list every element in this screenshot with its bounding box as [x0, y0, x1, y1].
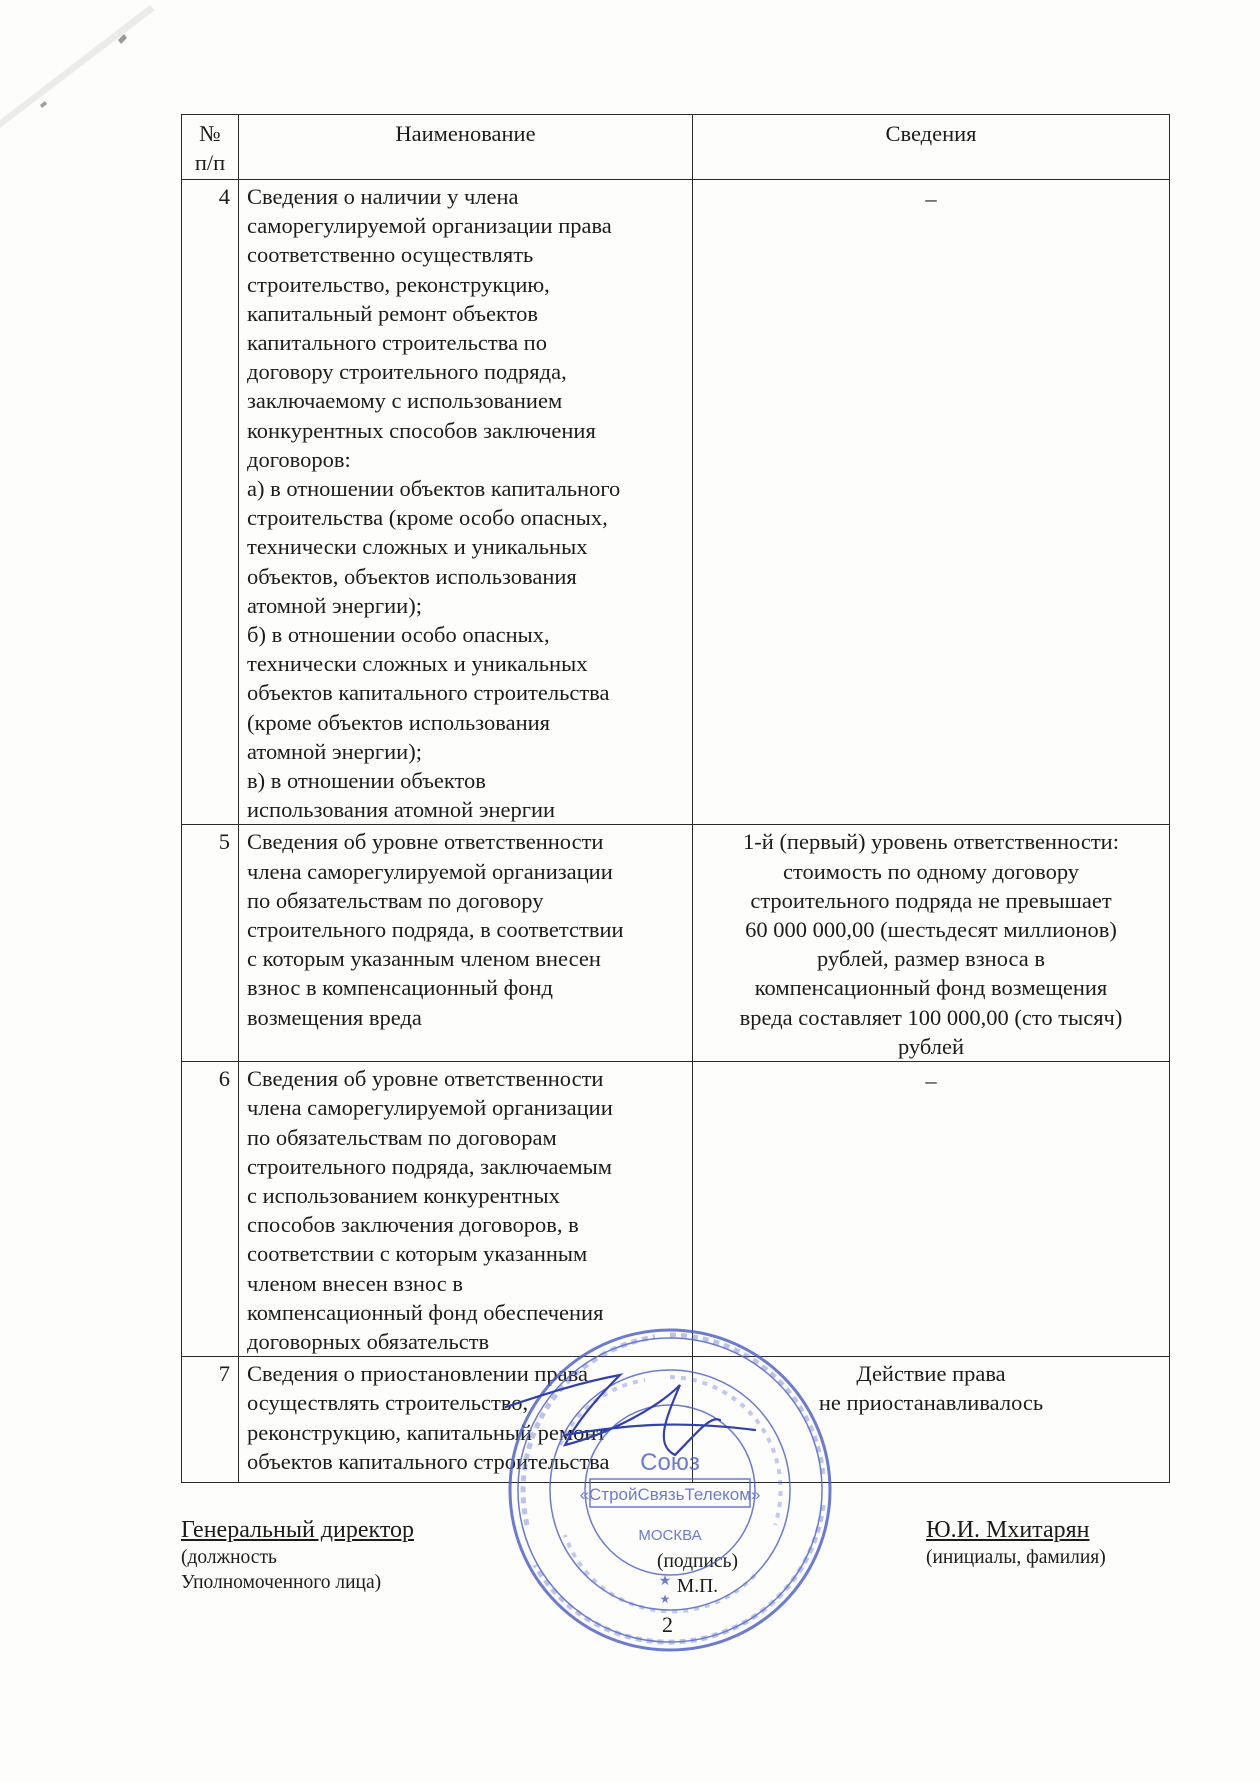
position-caption-2: Уполномоченного лица) — [181, 1572, 382, 1593]
name-line: а) в отношении объектов капитального — [247, 476, 621, 502]
row-info — [693, 180, 1170, 825]
name-line: объектов, объектов использования — [247, 563, 577, 589]
name-line: заключаемому с использованием — [247, 388, 563, 414]
signatory-name-block — [926, 1515, 1106, 1570]
name-line: Сведения о наличии у члена — [247, 184, 519, 209]
header-name: Наименование — [239, 115, 693, 180]
row-name — [239, 1357, 693, 1483]
register-table — [181, 114, 1170, 1483]
signature-caption-block — [657, 1549, 738, 1599]
name-line: взнос в компенсационный фонд — [247, 975, 553, 1001]
row-number: 5 — [182, 825, 239, 1062]
row-info — [693, 1357, 1170, 1483]
name-line: по обязательствам по договору — [247, 887, 544, 913]
name-caption: (инициалы, фамилия) — [926, 1547, 1106, 1568]
name-line: в) в отношении объектов — [247, 768, 486, 794]
name-line: объектов капитального строительства — [247, 680, 610, 706]
info-line: Действие права — [856, 1361, 1006, 1387]
name-line: Сведения об уровне ответственности — [247, 829, 604, 855]
position-caption: (должность — [181, 1547, 277, 1568]
name-line: соответственно осуществлять — [247, 242, 534, 268]
name-line: с которым указанным членом внесен — [247, 946, 601, 972]
name-line: члена саморегулируемой организации — [247, 858, 613, 884]
table-header-row — [182, 115, 1170, 180]
name-line: Сведения об уровне ответственности — [247, 1066, 604, 1092]
name-line: компенсационный фонд обеспечения — [247, 1299, 604, 1325]
header-num: № п/п — [182, 115, 239, 180]
svg-text:★: ★ — [658, 1574, 672, 1589]
info-line: рублей — [897, 1033, 965, 1059]
row-number: 6 — [182, 1062, 239, 1357]
info-line: не приостанавливалось — [818, 1390, 1044, 1416]
info-line: 60 000 000,00 (шестьдесят миллионов) — [745, 917, 1117, 943]
info-line: рублей, размер взноса в — [816, 946, 1046, 972]
name-line: саморегулируемой организации права — [247, 213, 612, 239]
row-name — [239, 825, 693, 1062]
name-line: б) в отношении особо опасных, — [247, 622, 550, 648]
info-line: строительного подряда не превышает — [750, 887, 1112, 913]
signature-caption: (подпись) — [657, 1551, 738, 1572]
page-number: 2 — [662, 1612, 673, 1637]
row-number: 7 — [182, 1357, 239, 1483]
name-line: атомной энергии); — [247, 592, 422, 618]
name-line: конкурентных способов заключения — [247, 417, 596, 443]
row-info — [693, 825, 1170, 1062]
name-line: строительства (кроме особо опасных, — [247, 505, 608, 531]
name-line: способов заключения договоров, в — [247, 1212, 579, 1238]
scan-artifact — [0, 0, 170, 160]
name-line: строительство, реконструкцию, — [247, 271, 550, 297]
name-line: возмещения вреда — [247, 1004, 422, 1030]
name-line: капитального строительства по — [247, 330, 547, 356]
info-line: стоимость по одному договору — [782, 858, 1080, 884]
name-line: технически сложных и уникальных — [247, 651, 588, 677]
name-line: объектов капитального строительства — [247, 1448, 610, 1474]
signatory-position: Генеральный директор — [181, 1517, 415, 1543]
name-line: строительного подряда, в соответствии — [247, 917, 624, 943]
seal-city: МОСКВА — [638, 1527, 702, 1544]
row-info — [693, 1062, 1170, 1357]
table-row — [182, 180, 1170, 825]
seal-text-1: Союз — [640, 1449, 700, 1476]
name-line: строительного подряда, заключаемым — [247, 1153, 613, 1179]
name-line: договорных обязательств — [247, 1328, 490, 1354]
name-line: договоров: — [247, 446, 351, 472]
name-line: атомной энергии); — [247, 738, 422, 764]
seal-text-2: «СтройСвязьТелеком» — [579, 1485, 761, 1504]
row-number: 4 — [182, 180, 239, 825]
name-line: использования атомной энергии — [247, 797, 556, 823]
name-line: с использованием конкурентных — [247, 1182, 560, 1208]
row-name — [239, 1062, 693, 1357]
name-line: Сведения о приостановлении права — [247, 1361, 588, 1387]
name-line: соответствии с которым указанным — [247, 1241, 588, 1267]
name-line: капитальный ремонт объектов — [247, 300, 538, 326]
name-line: осуществлять строительство, — [247, 1390, 529, 1416]
info-line: вреда составляет 100 000,00 (сто тысяч) — [739, 1004, 1123, 1030]
svg-text:★: ★ — [659, 1592, 671, 1606]
signatory-name: Ю.И. Мхитарян — [926, 1517, 1090, 1543]
seal-caption: М.П. — [676, 1576, 719, 1597]
table-row — [182, 1357, 1170, 1483]
name-line: члена саморегулируемой организации — [247, 1095, 613, 1121]
table-row — [182, 825, 1170, 1062]
signatory-position-block — [181, 1515, 414, 1595]
row-name — [239, 180, 693, 825]
name-line: (кроме объектов использования — [247, 709, 551, 735]
name-line: членом внесен взнос в — [247, 1270, 463, 1296]
name-line: технически сложных и уникальных — [247, 534, 588, 560]
info-line: 1-й (первый) уровень ответственности: — [743, 829, 1119, 855]
name-line: по обязательствам по договорам — [247, 1124, 557, 1150]
table-row — [182, 1062, 1170, 1357]
info-line: компенсационный фонд возмещения — [754, 975, 1108, 1001]
info-dash: – — [925, 1068, 937, 1094]
name-line: реконструкцию, капитальный ремонт — [247, 1419, 607, 1445]
name-line: договору строительного подряда, — [247, 359, 567, 385]
info-dash: – — [925, 186, 937, 211]
header-info: Сведения — [693, 115, 1170, 180]
